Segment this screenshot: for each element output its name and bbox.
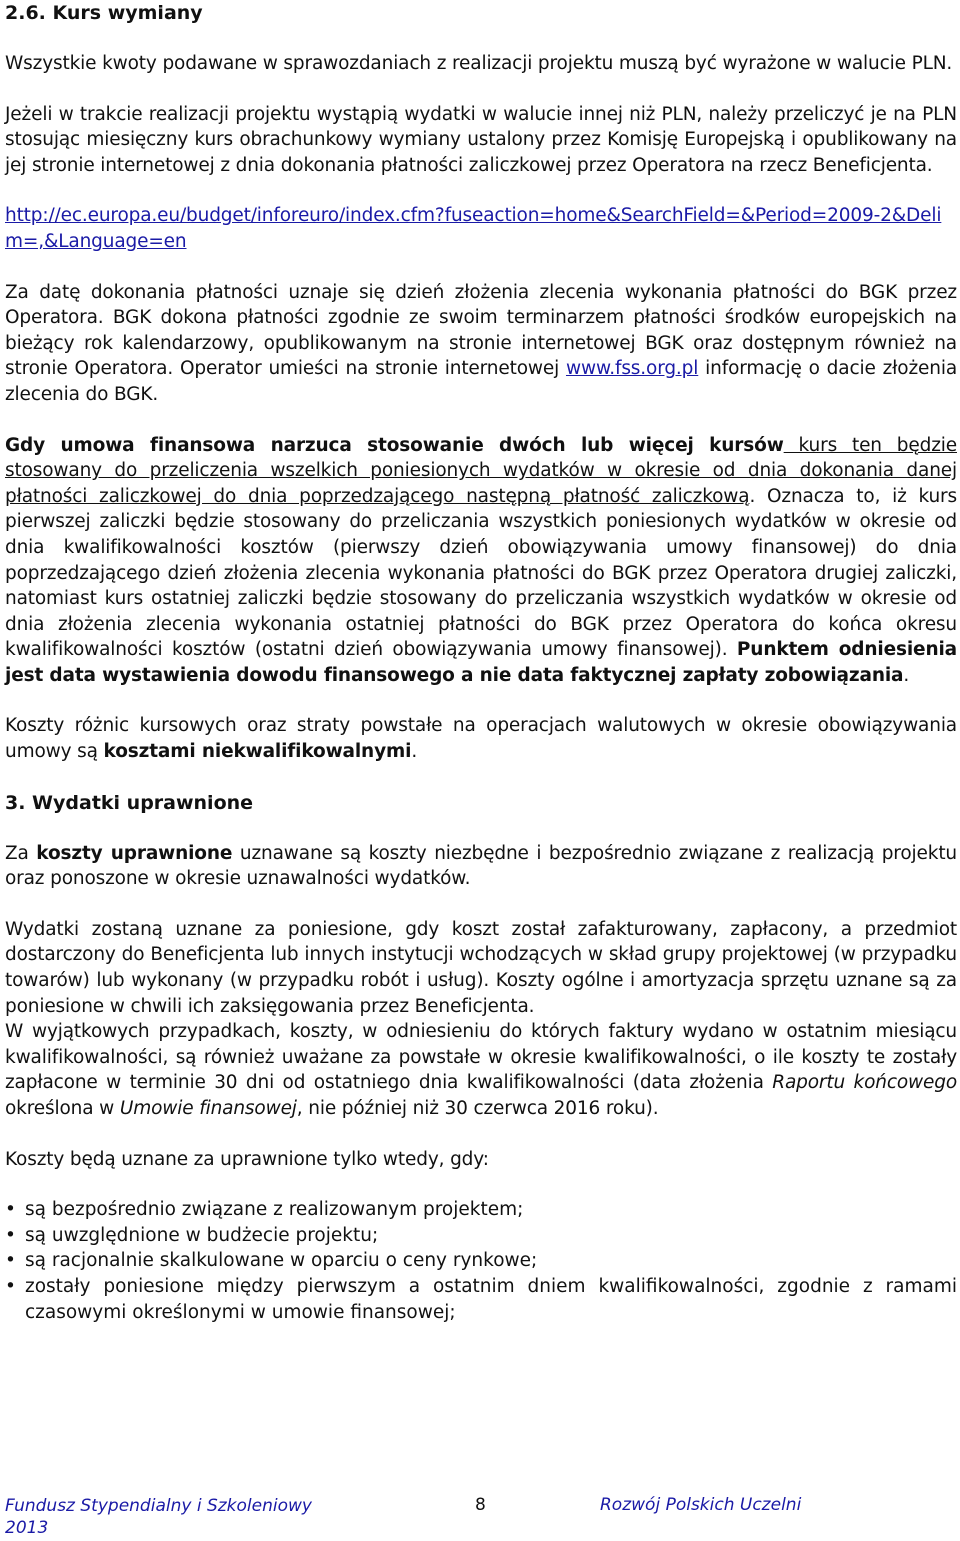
- paragraph-payment-date: [5, 280, 957, 408]
- exceptional-text-mid: określona w: [5, 1098, 120, 1119]
- section-heading-eligible-expenses: 3. Wydatki uprawnione: [5, 791, 254, 814]
- page-footer: [5, 1495, 957, 1541]
- inforeuro-link[interactable]: http://ec.europa.eu/budget/inforeuro/index.cfm?fuseaction=home&SearchField=&Period=2009-2&Delim=,&Language=en: [5, 205, 942, 252]
- non-eligible-costs-bold: kosztami niekwalifikowalnymi: [103, 741, 412, 763]
- exceptional-text: W wyjątkowych przypadkach, koszty, w odniesieniu do których faktury wydano w ostatnim miesiącu kwalifikowalności, są również uważane za powstałe w okresie kwalifikowalności, o ile koszty te zostały zapłacone w terminie 30 dni od ostatniego dnia kwalifikowalności (data złożenia: [5, 1021, 957, 1094]
- exchange-differences-text: Koszty różnic kursowych oraz straty powstałe na operacjach walutowych w okresie obowiązywania umowy są: [5, 715, 957, 763]
- paragraph-eligible-costs: [5, 841, 957, 892]
- eligible-costs-text-end: uznawane są koszty niezbędne i bezpośrednio związane z realizacją projektu oraz ponoszone w okresie uznawalności wydatków.: [5, 842, 957, 890]
- multiple-rates-text: . Oznacza to, iż kurs pierwszej zaliczki będzie stosowany do przeliczania wszystkich poniesionych wydatków w okresie od dnia kwalifikowalności kosztów (pierwszy dzień obowiązywania umowy finansowej) do dnia poprzedzającego dzień złożenia zlecenia wykonania płatności do BGK przez Operatora drugiej zaliczki, natomiast kurs ostatniej zaliczki będzie stosowany do przeliczania wszystkich wydatków w okresie od dnia złożenia zlecenia wykonania ostatniej płatności do BGK przez Operatora do końca okresu kwalifikowalności kosztów (ostatni dzień obowiązywania umowy finansowej).: [5, 485, 957, 661]
- payment-date-text: Za datę dokonania płatności uznaje się dzień złożenia zlecenia wykonania płatności do BGK przez Operatora. BGK dokona płatności zgodnie ze swoim terminarzem płatności środków europejskich na bieżący rok kalendarzowy, opublikowanym na stronie internetowej BGK oraz dostępnym również na stronie Operatora. Operator umieści na stronie internetowej: [5, 281, 957, 380]
- paragraph-currency: Wszystkie kwoty podawane w sprawozdaniach z realizacji projektu muszą być wyrażone w walucie PLN.: [5, 53, 953, 74]
- fss-website-link[interactable]: www.fss.org.pl: [565, 358, 699, 380]
- multiple-rates-bold: Gdy umowa finansowa narzuca stosowanie dwóch lub więcej kursów: [5, 434, 784, 456]
- conditions-list: [5, 1197, 957, 1325]
- document-page: [5, 0, 957, 1325]
- eligible-costs-text: Za: [5, 842, 37, 864]
- list-item: • są bezpośrednio związane z realizowanym projektem;: [5, 1199, 524, 1221]
- section-heading-exchange-rate: 2.6. Kurs wymiany: [5, 2, 203, 24]
- list-item: • są uwzględnione w budżecie projektu;: [5, 1224, 379, 1246]
- paragraph-exceptional-cases: [5, 1019, 957, 1121]
- footer-right: Rozwój Polskich Uczelni: [600, 1495, 802, 1515]
- footer-left: Fundusz Stypendialny i Szkoleniowy 2013: [5, 1496, 312, 1538]
- paragraph-multiple-rates: [5, 433, 957, 689]
- payment-date-text-end: informację o dacie złożenia zlecenia do BGK.: [5, 358, 958, 405]
- financial-agreement-italic: Umowie finansowej: [119, 1098, 297, 1119]
- multiple-rates-end: .: [903, 664, 910, 686]
- multiple-rates-underlined: kurs ten będzie stosowany do przeliczenia wszelkich poniesionych wydatków w okresie od dnia dokonania danej płatności zaliczkowej do dnia poprzedzającego następną płatność zaliczkową: [5, 434, 957, 507]
- inforeuro-link-paragraph: [5, 203, 957, 254]
- eligible-costs-bold: koszty uprawnione: [36, 842, 233, 864]
- list-item: • są racjonalnie skalkulowane w oparciu o ceny rynkowe;: [5, 1250, 538, 1272]
- paragraph-conditions: Koszty będą uznane za uprawnione tylko wtedy, gdy:: [5, 1148, 489, 1170]
- final-report-italic: Raportu końcowego: [772, 1072, 957, 1094]
- exchange-differences-end: .: [411, 741, 418, 763]
- exceptional-text-end: , nie później niż 30 czerwca 2016 roku).: [296, 1098, 659, 1119]
- page-number: 8: [475, 1495, 486, 1515]
- reference-point-bold: Punktem odniesienia jest data wystawienia dowodu finansowego a nie data faktycznej zapłaty zobowiązania: [5, 639, 957, 686]
- list-item: • zostały poniesione między pierwszym a ostatnim dniem kwalifikowalności, zgodnie z ramami czasowymi określonymi w umowie finansowej;: [5, 1275, 957, 1323]
- paragraph-incurred-expenses: Wydatki zostaną uznane za poniesione, gdy koszt został zafakturowany, zapłacony, a przedmiot dostarczony do Beneficjenta lub innych instytucji wchodzących w skład grupy projektowej (w przypadku towarów) lub wykonany (w przypadku robót i usług). Koszty ogólne i amortyzacja sprzętu uznane są za poniesione w chwili ich zaksięgowania przez Beneficjenta.: [5, 918, 957, 1017]
- paragraph-exchange-differences: [5, 713, 957, 764]
- paragraph-conversion: Jeżeli w trakcie realizacji projektu wystąpią wydatki w walucie innej niż PLN, należy przeliczyć je na PLN stosując miesięczny kurs obrachunkowy wymiany ustalony przez Komisję Europejską i opublikowany na jej stronie internetowej z dnia dokonania płatności zaliczkowej przez Operatora na rzecz Beneficjenta.: [5, 103, 957, 176]
